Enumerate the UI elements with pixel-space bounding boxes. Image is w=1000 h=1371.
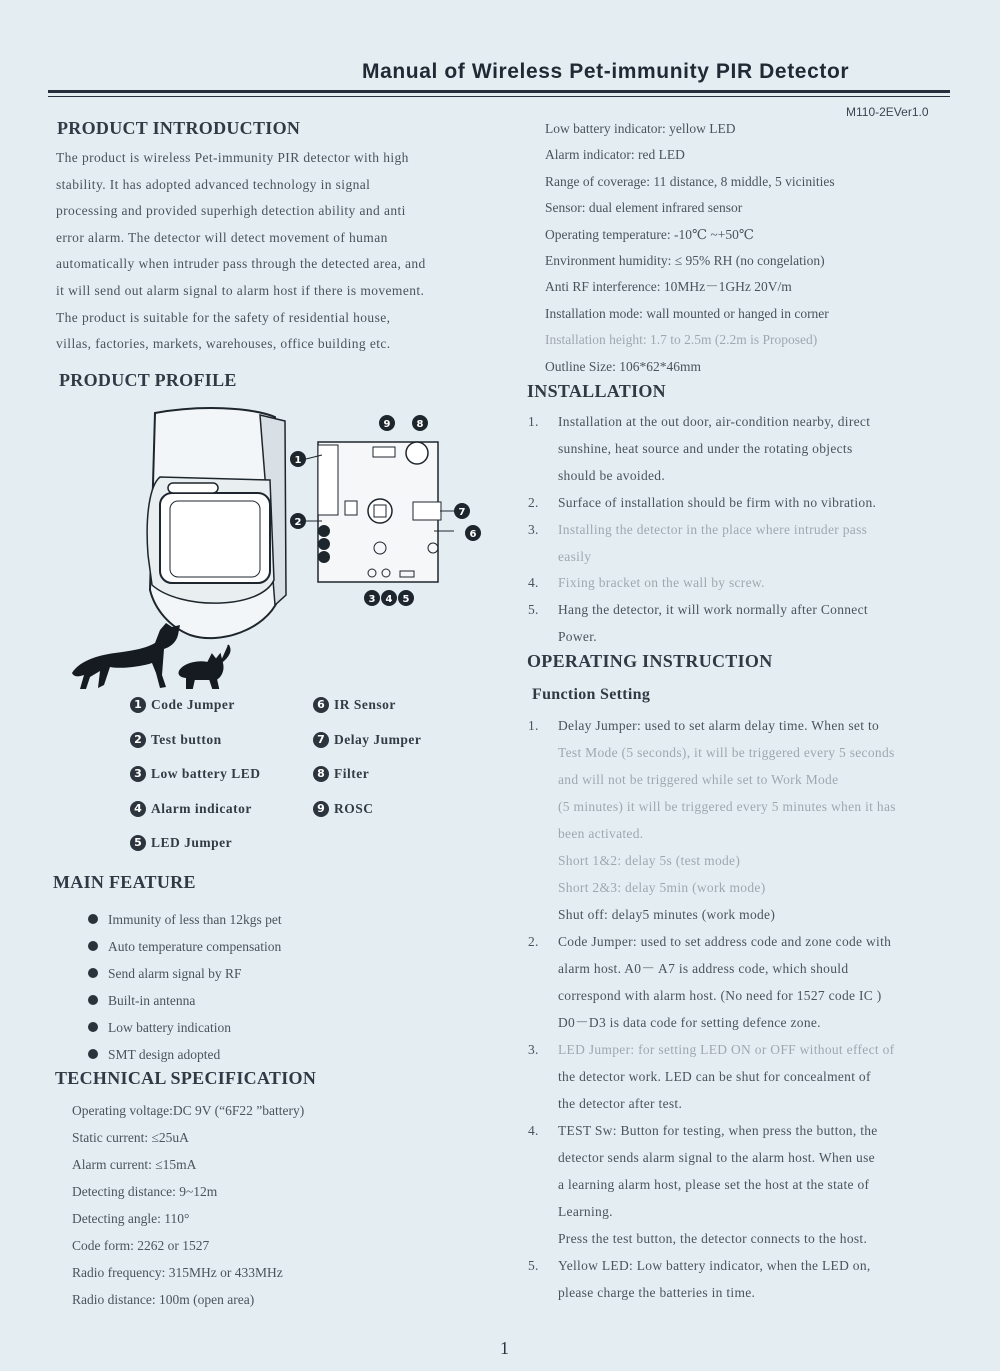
bullet-icon: [88, 914, 98, 924]
feature-text: Immunity of less than 12kgs pet: [108, 912, 282, 927]
operating-heading: OPERATING INSTRUCTION: [527, 651, 773, 671]
item-line: Surface of installation should be firm with no vibration.: [558, 494, 877, 510]
legend-number: 2: [130, 732, 146, 748]
installation-heading: INSTALLATION: [527, 381, 666, 401]
item-line: sunshine, heat source and under the rotating objects: [558, 440, 853, 456]
feature-item: [88, 987, 282, 1014]
item-number: 1.: [528, 718, 539, 733]
legend-left: [130, 697, 261, 870]
intro-line: processing and provided superhigh detection ability and anti: [56, 203, 406, 219]
legend-label: ROSC: [334, 800, 374, 816]
intro-line: The product is suitable for the safety of residential house,: [56, 309, 391, 325]
bullet-icon: [88, 941, 98, 951]
spec-line: Installation mode: wall mounted or hanged in corner: [545, 305, 829, 321]
tech-spec-line: Code form: 2262 or 1527: [72, 1238, 210, 1253]
item-number: 1.: [528, 414, 539, 429]
legend-label: Code Jumper: [151, 697, 235, 712]
bullet-icon: [88, 995, 98, 1005]
spec-line: Range of coverage: 11 distance, 8 middle, 5 vicinities: [545, 173, 835, 189]
list-item: [528, 570, 948, 597]
item-line: a learning alarm host, please set the host at the state of: [558, 1177, 870, 1192]
feature-text: Auto temperature compensation: [108, 939, 282, 954]
item-line: Yellow LED: Low battery indicator, when the LED on,: [558, 1258, 871, 1273]
list-item: [528, 517, 948, 571]
title-rule-thin: [48, 96, 950, 97]
svg-text:9: 9: [383, 419, 391, 430]
item-line: been activated.: [558, 826, 644, 841]
svg-text:1: 1: [294, 455, 302, 466]
item-line: and will not be triggered while set to Work Mode: [558, 772, 839, 787]
spec-line: Outline Size: 106*62*46mm: [545, 358, 701, 374]
svg-text:5: 5: [402, 594, 410, 605]
intro-paragraph: [56, 145, 426, 358]
legend-number: 4: [130, 801, 146, 817]
item-line: Code Jumper: used to set address code and zone code with: [558, 934, 892, 949]
intro-line: it will send out alarm signal to alarm host if there is movement.: [56, 282, 425, 298]
item-line: Press the test button, the detector connects to the host.: [558, 1231, 868, 1246]
item-line: D0－D3 is data code for setting defence zone.: [558, 1015, 821, 1030]
list-item: [528, 1117, 948, 1252]
intro-line: error alarm. The detector will detect movement of human: [56, 229, 388, 245]
function-setting-heading: Function Setting: [532, 686, 651, 703]
tech-spec-heading: TECHNICAL SPECIFICATION: [55, 1068, 317, 1088]
item-line: Delay Jumper: used to set alarm delay time. When set to: [558, 718, 880, 733]
tech-spec-line: Radio distance: 100m (open area): [72, 1292, 255, 1307]
feature-text: Send alarm signal by RF: [108, 966, 242, 981]
tech-spec-line: Detecting distance: 9~12m: [72, 1184, 218, 1199]
spec-line: Operating temperature: -10℃ ~+50℃: [545, 226, 754, 242]
list-item: [528, 490, 948, 517]
legend-item: [313, 697, 421, 732]
legend-item: [130, 732, 261, 767]
legend-number: 9: [313, 801, 329, 817]
list-item: [528, 1252, 948, 1306]
svg-text:4: 4: [385, 594, 393, 605]
legend-label: Filter: [334, 766, 370, 781]
item-number: 2.: [528, 934, 539, 949]
tech-spec-line: Alarm current: ≤15mA: [72, 1157, 197, 1172]
item-line: Learning.: [558, 1204, 613, 1219]
tech-spec-line: Static current: ≤25uA: [72, 1130, 189, 1145]
bullet-icon: [88, 1049, 98, 1059]
item-line: please charge the batteries in time.: [558, 1285, 756, 1300]
item-number: 4.: [528, 1123, 539, 1138]
feature-text: Built-in antenna: [108, 993, 196, 1008]
item-line: Short 2&3: delay 5min (work mode): [558, 880, 766, 895]
bullet-icon: [88, 968, 98, 978]
item-number: 3.: [528, 1042, 539, 1057]
item-line: LED Jumper: for setting LED ON or OFF without effect of: [558, 1042, 895, 1057]
bullet-icon: [88, 1022, 98, 1032]
intro-line: The product is wireless Pet-immunity PIR detector with high: [56, 150, 409, 165]
legend-item: [130, 766, 261, 801]
svg-text:6: 6: [469, 529, 477, 540]
item-line: alarm host. A0－ A7 is address code, which should: [558, 961, 849, 976]
item-line: Installing the detector in the place where intruder pass: [558, 521, 868, 537]
legend-number: 5: [130, 835, 146, 851]
legend-item: [130, 835, 261, 870]
feature-item: [88, 1014, 282, 1041]
profile-heading: PRODUCT PROFILE: [59, 370, 237, 390]
item-line: the detector work. LED can be shut for concealment of: [558, 1069, 871, 1084]
intro-line: stability. It has adopted advanced technology in signal: [56, 176, 371, 192]
page-number: 1: [500, 1338, 509, 1358]
title-rule: [48, 90, 950, 93]
list-item: [528, 712, 948, 928]
legend-item: [313, 801, 421, 836]
item-line: Test Mode (5 seconds), it will be triggered every 5 seconds: [558, 745, 895, 760]
legend-item: [313, 766, 421, 801]
legend-number: 8: [313, 766, 329, 782]
legend-label: Test button: [151, 731, 222, 747]
svg-text:7: 7: [458, 507, 466, 518]
legend-label: Low battery LED: [151, 766, 261, 781]
list-item: [528, 1036, 948, 1117]
item-line: Short 1&2: delay 5s (test mode): [558, 853, 741, 868]
item-line: Installation at the out door, air-condition nearby, direct: [558, 414, 871, 429]
svg-text:2: 2: [294, 517, 302, 528]
intro-line: villas, factories, markets, warehouses, office building etc.: [56, 336, 391, 352]
item-line: (5 minutes) it will be triggered every 5 minutes when it has: [558, 799, 896, 814]
spec-line: Anti RF interference: 10MHz－1GHz 20V/m: [545, 279, 792, 295]
spec-line: Sensor: dual element infrared sensor: [545, 200, 743, 216]
spec-line: Alarm indicator: red LED: [545, 147, 685, 163]
tech-spec-line: Radio frequency: 315MHz or 433MHz: [72, 1265, 283, 1280]
tech-spec-line: Operating voltage:DC 9V (“6F22 ”battery): [72, 1103, 305, 1118]
tech-spec-list: [72, 1097, 304, 1313]
item-line: should be avoided.: [558, 467, 666, 483]
installation-list: [528, 409, 948, 651]
legend-item: [130, 801, 261, 836]
item-line: TEST Sw: Button for testing, when press the button, the: [558, 1123, 878, 1138]
product-diagram: [60, 405, 490, 705]
legend-number: 6: [313, 697, 329, 713]
legend-number: 7: [313, 732, 329, 748]
item-line: correspond with alarm host. (No need for 1527 code IC ): [558, 988, 882, 1003]
legend-right: [313, 697, 421, 835]
feature-list: [88, 906, 282, 1068]
item-number: 2.: [528, 494, 539, 510]
item-line: Shut off: delay5 minutes (work mode): [558, 907, 776, 922]
intro-line: automatically when intruder pass through the detected area, and: [56, 256, 426, 272]
feature-text: SMT design adopted: [108, 1047, 221, 1062]
legend-label: Delay Jumper: [334, 731, 422, 747]
feature-item: [88, 906, 282, 933]
item-number: 5.: [528, 602, 539, 618]
intro-heading: PRODUCT INTRODUCTION: [57, 118, 301, 138]
item-line: the detector after test.: [558, 1096, 683, 1111]
legend-number: 3: [130, 766, 146, 782]
spec-line: Installation height: 1.7 to 2.5m (2.2m is Proposed): [545, 332, 818, 348]
legend-item: [130, 697, 261, 732]
legend-label: LED Jumper: [151, 835, 233, 850]
spec-line: Low battery indicator: yellow LED: [545, 121, 736, 136]
item-line: detector sends alarm signal to the alarm host. When use: [558, 1150, 875, 1165]
legend-item: [313, 732, 421, 767]
manual-title: Manual of Wireless Pet-immunity PIR Detector: [362, 60, 850, 83]
legend-label: IR Sensor: [334, 697, 396, 712]
tech-spec-line: Detecting angle: 110°: [72, 1211, 190, 1226]
spec-line: Environment humidity: ≤ 95% RH (no congelation): [545, 253, 825, 269]
item-line: Power.: [558, 629, 597, 645]
feature-text: Low battery indication: [108, 1020, 231, 1035]
item-line: easily: [558, 548, 592, 564]
feature-item: [88, 960, 282, 987]
legend-label: Alarm indicator: [151, 800, 252, 816]
feature-item: [88, 1041, 282, 1068]
item-line: Hang the detector, it will work normally after Connect: [558, 602, 868, 618]
item-number: 5.: [528, 1258, 539, 1273]
function-list: [528, 712, 948, 1306]
list-item: [528, 409, 948, 490]
spec-list: [545, 116, 835, 380]
feature-item: [88, 933, 282, 960]
list-item: [528, 597, 948, 651]
item-line: Fixing bracket on the wall by screw.: [558, 575, 765, 591]
item-number: 4.: [528, 575, 539, 591]
svg-text:8: 8: [416, 419, 424, 430]
version-code: M110-2EVer1.0: [846, 105, 929, 119]
svg-text:3: 3: [368, 594, 376, 605]
legend-number: 1: [130, 697, 146, 713]
list-item: [528, 928, 948, 1036]
item-number: 3.: [528, 521, 539, 537]
main-feature-heading: MAIN FEATURE: [53, 872, 196, 892]
